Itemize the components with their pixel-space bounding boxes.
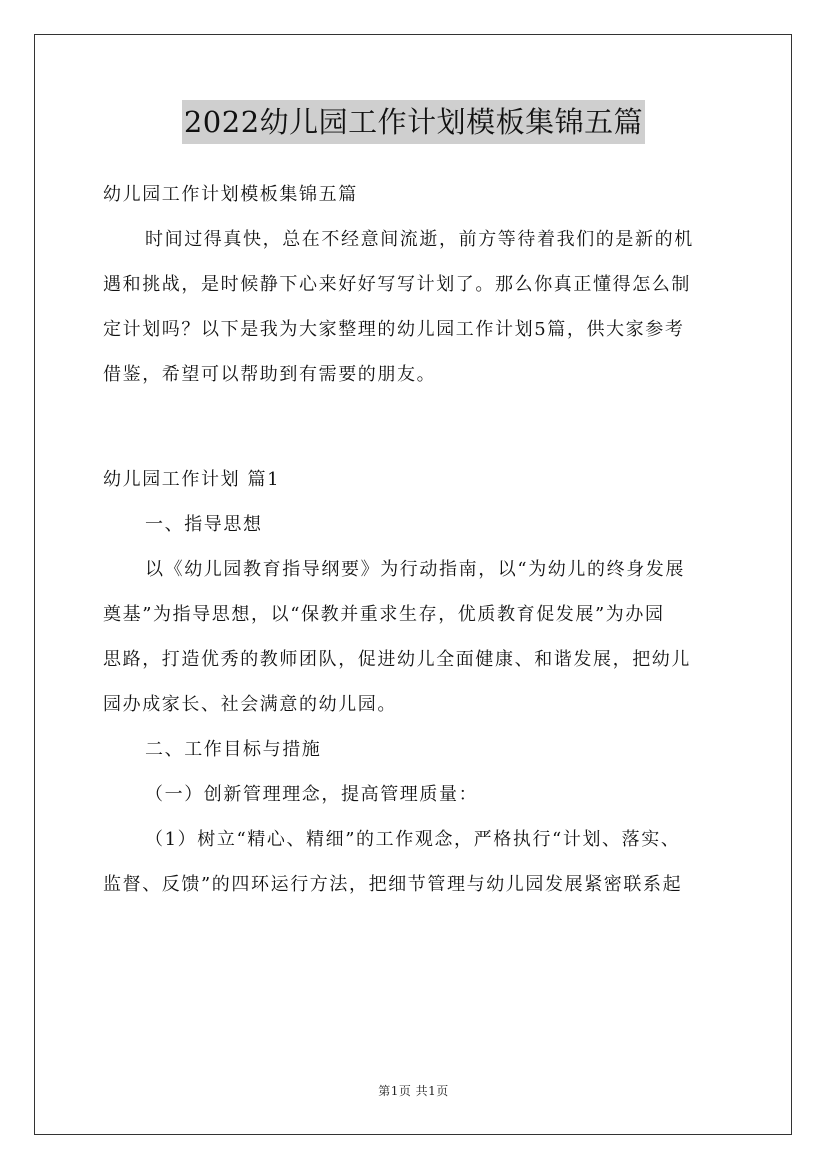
paragraph-line: 监督、反馈”的四环运行方法，把细节管理与幼儿园发展紧密联系起	[103, 874, 683, 895]
paragraph-line: 以《幼儿园教育指导纲要》为行动指南，以“为幼儿的终身发展	[145, 559, 685, 580]
title-wrap	[0, 100, 827, 144]
document-title: 2022幼儿园工作计划模板集锦五篇	[182, 100, 645, 144]
paragraph-line: （1）树立“精心、精细”的工作观念，严格执行“计划、落实、	[145, 829, 681, 850]
sub-heading-management: （一）创新管理理念，提高管理质量：	[145, 784, 479, 805]
intro-line: 定计划吗？以下是我为大家整理的幼儿园工作计划5篇，供大家参考	[103, 319, 685, 340]
paragraph-line: 奠基”为指导思想，以“保教并重求生存，优质教育促发展”为办园	[103, 604, 665, 625]
heading-guiding-thought: 一、指导思想	[145, 514, 263, 535]
intro-line: 借鉴，希望可以帮助到有需要的朋友。	[103, 364, 437, 385]
heading-goals-measures: 二、工作目标与措施	[145, 739, 322, 760]
subtitle: 幼儿园工作计划模板集锦五篇	[103, 184, 358, 205]
section-heading: 幼儿园工作计划 篇1	[103, 469, 281, 490]
paragraph-line: 思路，打造优秀的教师团队，促进幼儿全面健康、和谐发展，把幼儿	[103, 649, 691, 670]
intro-line: 遇和挑战，是时候静下心来好好写写计划了。那么你真正懂得怎么制	[103, 274, 691, 295]
paragraph-line: 园办成家长、社会满意的幼儿园。	[103, 694, 397, 715]
intro-line: 时间过得真快，总在不经意间流逝，前方等待着我们的是新的机	[145, 229, 694, 250]
document-body	[103, 172, 733, 907]
page-footer: 第1页 共1页	[378, 1084, 449, 1098]
